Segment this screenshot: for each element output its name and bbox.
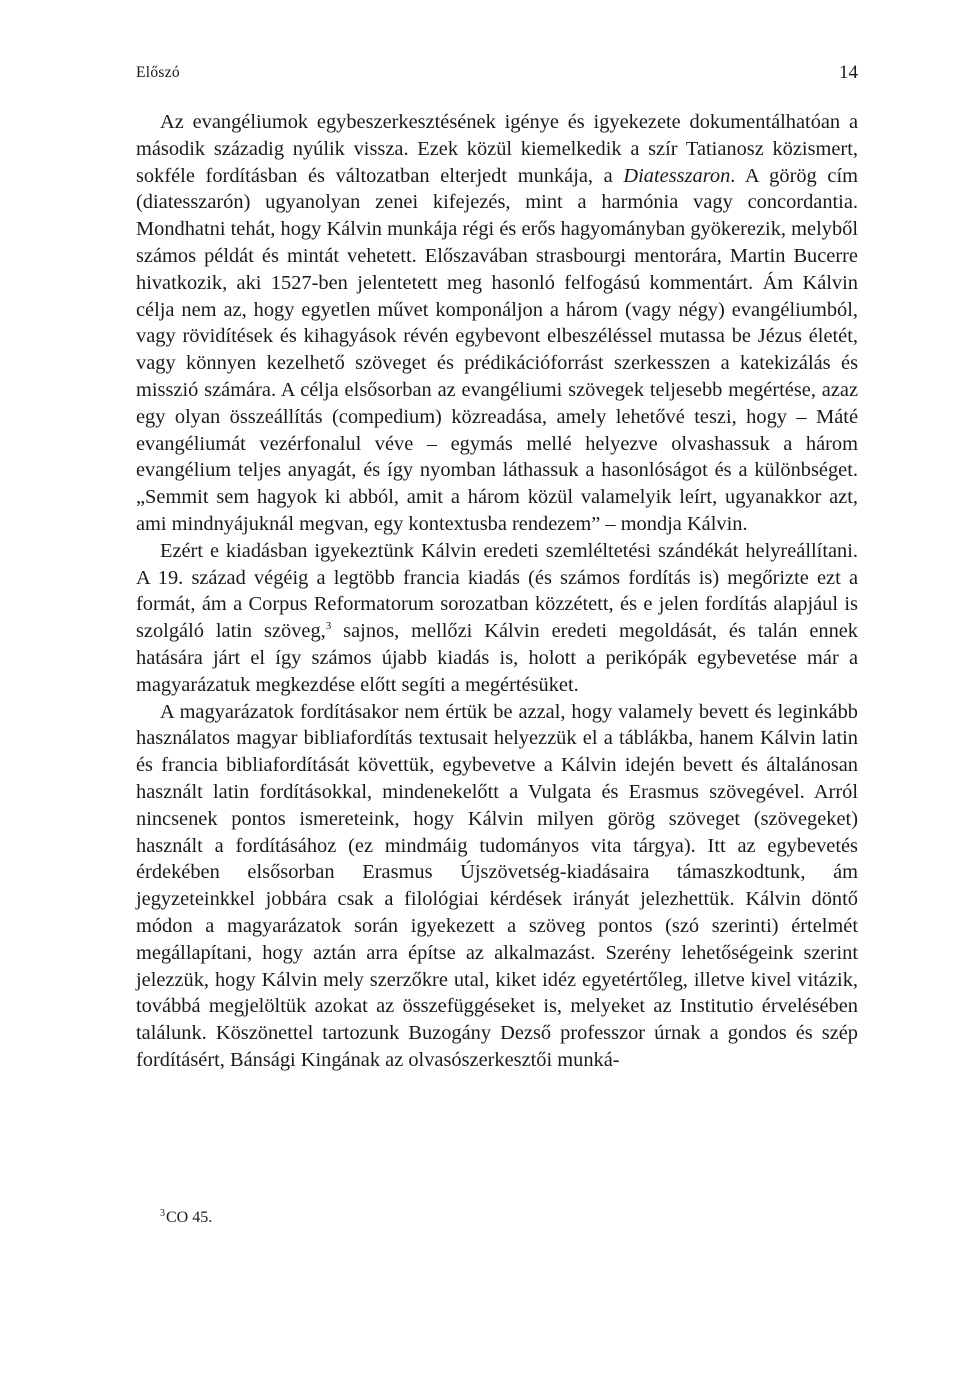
paragraph-2 bbox=[136, 538, 858, 699]
paragraph-2-text-end: sajnos, mellőzi Kálvin eredeti megoldását, és talán ennek hatására járt el így számos újabb kiadás is, holott a perikópák egybevetése már a magyarázatuk megkezdése előtt segíti a megértésüket. bbox=[136, 620, 859, 696]
footnotes bbox=[136, 1207, 858, 1229]
running-title: Előszó bbox=[136, 64, 180, 81]
page-number: 14 bbox=[839, 62, 858, 83]
paragraph-2-text-start: Ezért e kiadásban igyekeztünk Kálvin eredeti szemléltetési szándékát helyreállítani. A 19. század végéig a legtöbb francia kiadás (és számos fordítás is) megőrizte ezt a formát, ám a Corpus Reformatorum sorozatban közzétett, és e jelen fordítás alapjául is szolgáló latin szöveg, bbox=[136, 539, 858, 643]
paragraph-1 bbox=[136, 109, 858, 538]
footnote-mark: 3 bbox=[160, 1207, 165, 1219]
footnote-reference-3: 3 bbox=[325, 620, 332, 633]
footnote-text: CO 45. bbox=[166, 1209, 213, 1226]
work-title-diatesszaron: Diatesszaron bbox=[623, 164, 731, 187]
footnote-3 bbox=[136, 1207, 858, 1229]
running-head bbox=[136, 62, 858, 86]
paragraph-1-text-start: Az evangéliumok egybeszerkesztésének igénye és igyekezete dokumentálhatóan a második századig nyúlik vissza. Ezek közül kiemelkedik a szír Tatianosz közismert, sokféle fordításban és változatban elterjedt munkája, a bbox=[136, 111, 858, 187]
paragraph-3: A magyarázatok fordításakor nem értük be azzal, hogy valamely bevett és leginkább használatos magyar bibliafordítás textusait helyezzük el a táblákba, hanem Kálvin latin és francia bibliafordítását követtük, egybevetve a Kálvin idején bevett és általánosan használt latin fordításokkal, mindenekelőtt a Vulgata és Erasmus szövegével. Arról nincsenek pontos ismereteink, hogy Kálvin milyen görög szöveget (szövegeket) használt a fordításához (ez mindmáig tudományos vita tárgya). Itt az egybevetés érdekében elsősorban Erasmus Újszövetség-kiadásaira támaszkodtunk, ám jegyzeteinkkel jobbára csak a filológiai kérdések irányát jelezhettük. Kálvin döntő módon a magyarázatok során igyekezett a szöveg pontos (szó szerinti) értelmét megállapítani, hogy aztán arra építse az alkalmazást. Szerény lehetőségeink szerint jelezzük, hogy Kálvin mely szerzőkre utal, kiket idéz egyetértőleg, illetve kivel vitázik, továbbá megjelöltük azokat az összefüggéseket is, melyeket az Institutio érvelésében találunk. Köszönettel tartozunk Buzogány Dezső professzor úrnak a gondos és szép fordításért, Bánsági Kingának az olvasószerkesztői munká- bbox=[136, 700, 858, 1071]
paragraph-1-text-end: . A görög cím (diatesszarón) ugyanolyan zenei kifejezés, mint a harmónia vagy concordantia. Mondhatni tehát, hogy Kálvin munkája régi és erős hagyományban gyökerezik, melyből számos példát és mintát vehetett. Előszavában strasbourgi mentorára, Martin Bucerre hivatkozik, aki 1527-ben jelentetett meg hasonló felfogású kommentárt. Ám Kálvin célja nem az, hogy egyetlen művet komponáljon a három (vagy négy) evangéliumból, vagy rövidítések és kihagyások révén egybevont elbeszéléssel mutassa be Jézus életét, vagy könnyen kezelhető szöveget és prédikációforrást szerkesszen a katekizálás és misszió számára. A célja elsősorban az evangéliumi szövegek teljesebb megértése, azaz egy olyan összeállítás (compedium) közreadása, amely lehetővé teszi, hogy – Máté evangéliumát vezérfonalul véve – egymás mellé helyezve olvashassuk a három evangélium teljes anyagát, és így nyomban láthassuk a hasonlóságot és a különbséget. „Semmit sem hagyok ki abból, amit a három közül valamelyik leírt, ugyanakkor azt, ami mindnyájuknál megvan, egy kontextusba rendezem” – mondja Kálvin. bbox=[136, 164, 858, 535]
body-text bbox=[136, 109, 858, 1074]
